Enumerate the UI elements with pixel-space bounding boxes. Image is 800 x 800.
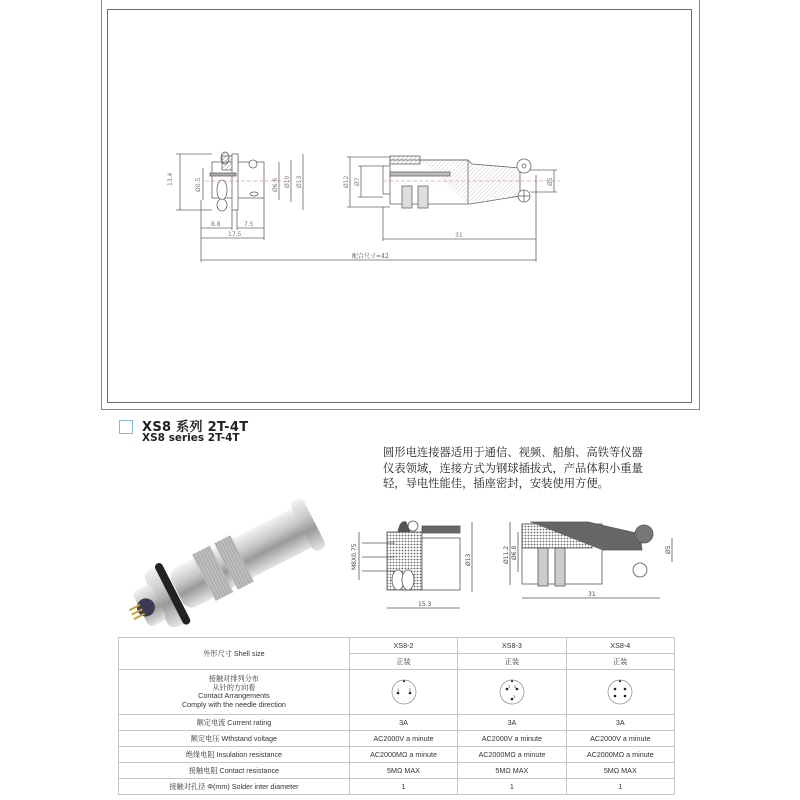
svg-text:Ø6.6: Ø6.6 — [272, 177, 279, 192]
contact-arrangement-label: 接触对排列分布 从针的方向看 Contact Arrangements Comply with the needle direction — [119, 670, 350, 715]
product-description — [383, 445, 673, 492]
table-row-withstand-voltage — [119, 731, 675, 747]
mount-type: 正装 — [349, 654, 457, 670]
row-label: 额定电流 Current rating — [119, 715, 350, 731]
svg-text:1: 1 — [396, 688, 399, 692]
pin-layout-3-icon — [499, 679, 525, 705]
cell-value: 5MΩ MAX — [566, 763, 674, 779]
svg-text:3: 3 — [512, 695, 516, 699]
table-row-contact-resistance — [119, 763, 675, 779]
description-line: 圆形电连接器适用于通信、视频、船舶、高铁等仪器 — [383, 446, 643, 459]
model-name: XS8-4 — [566, 638, 674, 654]
dimension-drawing-small — [350, 510, 690, 620]
description-line: 轻，导电性能佳，插座密封，安装使用方便。 — [383, 477, 609, 490]
cell-value: AC2000MΩ a minute — [349, 747, 457, 763]
mount-type: 正装 — [458, 654, 566, 670]
cell-value: 3A — [349, 715, 457, 731]
pin-layout-4-icon — [607, 679, 633, 705]
svg-text:Ø11.2: Ø11.2 — [503, 545, 510, 564]
table-row-solder-diameter — [119, 779, 675, 795]
cell-value: AC2000MΩ a minute — [458, 747, 566, 763]
dim-height: 13.4 — [167, 172, 174, 186]
cell-value: 5MΩ MAX — [349, 763, 457, 779]
svg-text:7.5: 7.5 — [244, 221, 254, 228]
series-title-cn: XS8 系列 2T-4T — [142, 420, 249, 435]
cell-value: 1 — [566, 779, 674, 795]
model-name: XS8-2 — [349, 638, 457, 654]
row-label: 接触电阻 Contact resistance — [119, 763, 350, 779]
shell-size-label: 外形尺寸 Shell size — [119, 638, 350, 670]
cell-value: 3A — [458, 715, 566, 731]
svg-text:31: 31 — [588, 591, 596, 598]
svg-text:Ø5: Ø5 — [665, 545, 672, 554]
svg-text:Ø7: Ø7 — [354, 177, 361, 186]
svg-text:Ø5: Ø5 — [547, 177, 554, 186]
table-row-model — [119, 638, 675, 654]
svg-text:8.8: 8.8 — [211, 221, 221, 228]
row-label: 绝缘电阻 Insulation resistance — [119, 747, 350, 763]
svg-text:17.5: 17.5 — [228, 231, 242, 238]
svg-text:31: 31 — [455, 232, 463, 239]
pin-layout-2-icon — [391, 679, 417, 705]
series-title-en: XS8 series 2T-4T — [142, 432, 240, 444]
table-row-contact-arrangement — [119, 670, 675, 715]
cell-value: AC2000V a minute — [566, 731, 674, 747]
receptacle-drawing — [176, 152, 303, 262]
description-line: 仪表领域，连接方式为钢球插拔式，产品体积小重量 — [383, 461, 643, 475]
svg-text:1: 1 — [507, 685, 511, 689]
spec-table — [118, 637, 675, 795]
cell-value: AC2000V a minute — [458, 731, 566, 747]
cell-value: AC2000V a minute — [349, 731, 457, 747]
svg-text:Ø13: Ø13 — [465, 553, 472, 566]
mount-type: 正装 — [566, 654, 674, 670]
svg-text:Ø12: Ø12 — [343, 175, 350, 188]
mating-length-label: 配合尺寸≈42 — [352, 253, 389, 260]
svg-text:Ø6.8: Ø6.8 — [511, 545, 518, 560]
model-name: XS8-3 — [458, 638, 566, 654]
svg-text:Ø13: Ø13 — [296, 175, 303, 188]
svg-text:2: 2 — [408, 688, 411, 692]
cell-value: 3A — [566, 715, 674, 731]
series-checkbox-icon — [119, 420, 133, 434]
table-row-insulation-resistance — [119, 747, 675, 763]
cell-value: 1 — [458, 779, 566, 795]
svg-text:Ø10: Ø10 — [284, 175, 291, 188]
cell-value: AC2000MΩ a minute — [566, 747, 674, 763]
cell-value: 1 — [349, 779, 457, 795]
svg-text:15.3: 15.3 — [418, 601, 432, 608]
svg-text:2: 2 — [513, 685, 517, 689]
connector-photo — [115, 492, 350, 627]
row-label: 接触对孔径 Φ(mm) Solder inter diameter — [119, 779, 350, 795]
row-label: 额定电压 Wthstand voltage — [119, 731, 350, 747]
svg-text:Ø0.5: Ø0.5 — [195, 177, 202, 192]
cell-value: 5MΩ MAX — [458, 763, 566, 779]
svg-text:M8X0.75: M8X0.75 — [351, 543, 358, 570]
table-row-current-rating — [119, 715, 675, 731]
